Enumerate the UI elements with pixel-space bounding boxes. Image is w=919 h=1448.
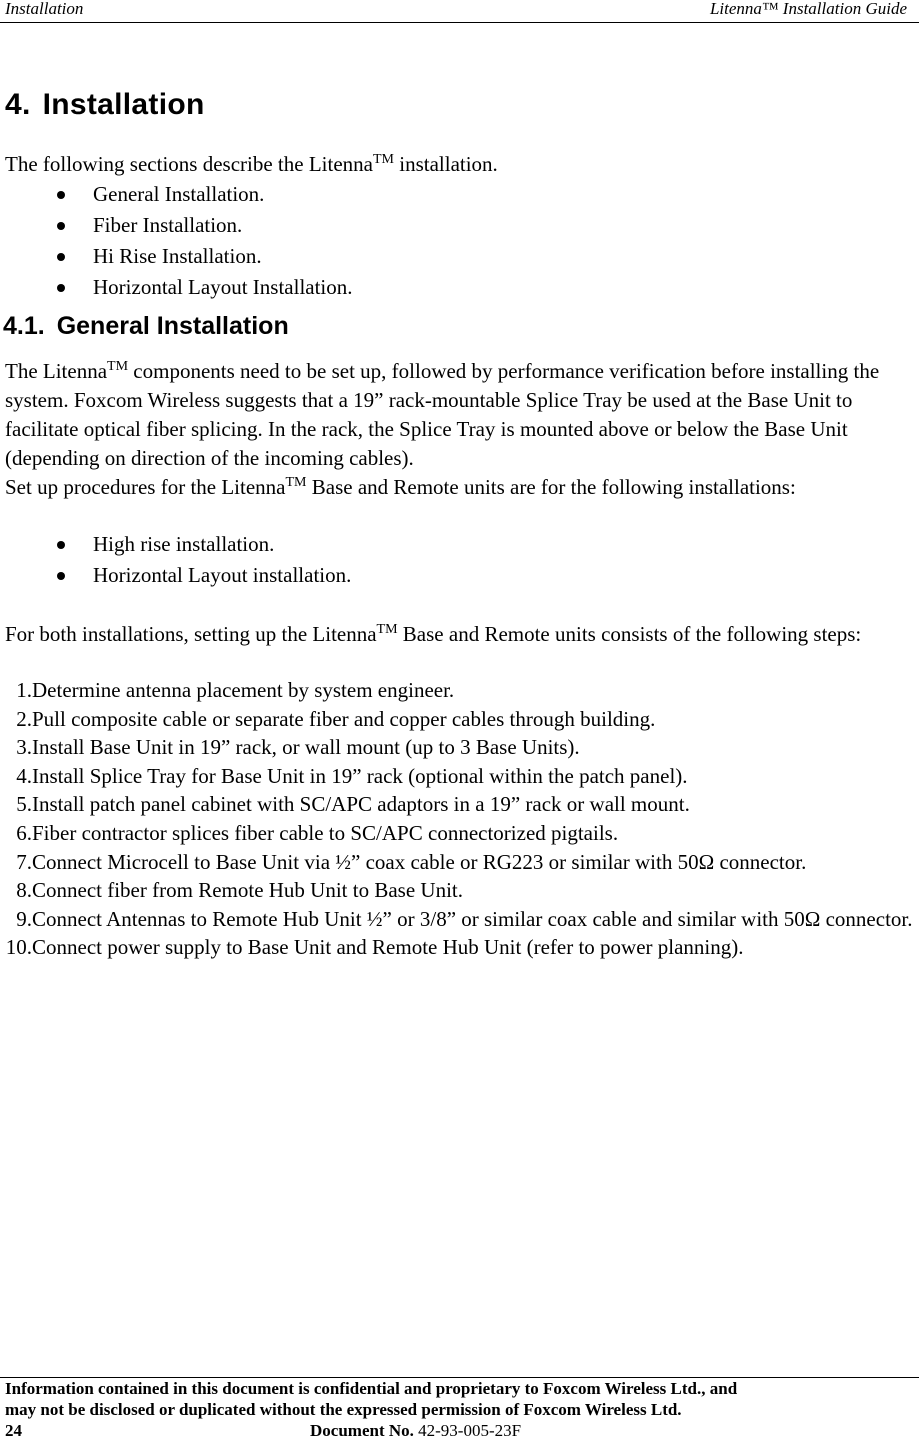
step-text: Connect fiber from Remote Hub Unit to Base Unit. xyxy=(32,878,464,903)
document-number-label: Document No. xyxy=(310,1421,414,1440)
step-number: 9. xyxy=(16,906,32,931)
bullet-icon xyxy=(57,253,65,261)
step-text: Connect power supply to Base Unit and Remote Hub Unit (refer to power planning). xyxy=(32,935,744,960)
step-item xyxy=(0,705,915,734)
trademark-sup: TM xyxy=(285,475,307,490)
installation-type-list xyxy=(0,530,351,592)
footer-page-row xyxy=(0,1420,919,1441)
step-number: 8. xyxy=(16,878,32,903)
page-number: 24 xyxy=(5,1421,22,1440)
step-item xyxy=(0,876,915,905)
step-number: 2. xyxy=(16,706,32,731)
list-item-text: Hi Rise Installation. xyxy=(93,244,262,268)
step-number: 5. xyxy=(16,792,32,817)
intro-text-end: installation. xyxy=(393,152,498,176)
step-item xyxy=(0,790,915,819)
bullet-icon xyxy=(57,191,65,199)
subsection-number: 4.1. xyxy=(3,312,45,340)
page-header xyxy=(0,0,919,23)
section-number: 4. xyxy=(5,88,31,121)
section-title: Installation xyxy=(42,88,205,121)
list-item xyxy=(0,180,353,211)
paragraph-text: Set up procedures for the Litenna xyxy=(5,475,286,499)
step-number: 3. xyxy=(16,735,32,760)
list-item xyxy=(0,530,351,561)
paragraph-text: Base and Remote units are for the following installations: xyxy=(306,475,796,499)
footer-permission-line: may not be disclosed or duplicated without the expressed permission of Foxcom Wireless Ltd. xyxy=(5,1400,682,1419)
document-number-value: 42-93-005-23F xyxy=(418,1421,522,1440)
intro-paragraph xyxy=(5,150,910,179)
list-item-text: General Installation. xyxy=(93,182,265,206)
step-number: 10. xyxy=(5,935,32,960)
step-number: 7. xyxy=(16,849,32,874)
step-text: Connect Antennas to Remote Hub Unit ½” or 3/8” or similar coax cable and similar with 50Ω connector. xyxy=(32,906,913,931)
step-text: Connect Microcell to Base Unit via ½” coax cable or RG223 or similar with 50Ω connector. xyxy=(32,849,807,874)
header-right: Litenna™ Installation Guide xyxy=(709,0,907,18)
paragraph-text: For both installations, setting up the Litenna xyxy=(5,622,377,646)
paragraph-components xyxy=(5,357,910,502)
trademark-sup: TM xyxy=(372,152,394,167)
step-text: Pull composite cable or separate fiber and copper cables through building. xyxy=(32,706,656,731)
step-number: 1. xyxy=(16,678,32,702)
step-text: Install patch panel cabinet with SC/APC adaptors in a 19” rack or wall mount. xyxy=(32,792,690,817)
step-item xyxy=(0,676,915,705)
step-item xyxy=(0,933,915,962)
setup-steps-list xyxy=(0,676,915,962)
step-text: Install Splice Tray for Base Unit in 19” rack (optional within the patch panel). xyxy=(32,763,688,788)
step-text: Determine antenna placement by system engineer. xyxy=(32,678,455,702)
step-item xyxy=(0,819,915,848)
list-item-text: Horizontal Layout installation. xyxy=(93,563,352,587)
bullet-icon xyxy=(57,572,65,580)
trademark-sup: TM xyxy=(107,359,129,374)
paragraph-text: components need to be set up, followed by performance verification before installing the system. Foxcom Wireless suggests that a 19” rack-mountable Splice Tray be used at the Base Unit to facilitate optical fiber splicing. In the rack, the Splice Tray is mounted above or below the Base Unit (depending on direction of the incoming cables). xyxy=(5,359,880,470)
step-text: Fiber contractor splices fiber cable to SC/APC connectorized pigtails. xyxy=(32,820,619,845)
step-item xyxy=(0,762,915,791)
trademark-sup: TM xyxy=(376,622,398,637)
paragraph-text: The Litenna xyxy=(5,359,108,383)
page-footer xyxy=(0,1377,919,1441)
list-item xyxy=(0,242,353,273)
subsection-heading xyxy=(3,312,289,341)
list-item xyxy=(0,273,353,304)
step-item xyxy=(0,848,915,877)
step-item xyxy=(0,733,915,762)
step-item xyxy=(0,905,915,934)
step-text: Install Base Unit in 19” rack, or wall mount (up to 3 Base Units). xyxy=(32,735,580,760)
step-number: 4. xyxy=(16,763,32,788)
subsection-title: General Installation xyxy=(56,312,289,340)
step-number: 6. xyxy=(16,820,32,845)
list-item-text: High rise installation. xyxy=(93,532,275,556)
list-item-text: Fiber Installation. xyxy=(93,213,243,237)
section-heading xyxy=(5,88,205,122)
list-item xyxy=(0,211,353,242)
list-item-text: Horizontal Layout Installation. xyxy=(93,275,353,299)
footer-confidential-line: Information contained in this document is confidential and proprietary to Foxcom Wireless Ltd., and xyxy=(5,1379,738,1398)
bullet-icon xyxy=(57,284,65,292)
header-left: Installation xyxy=(5,0,84,18)
section-bullet-list xyxy=(0,180,353,304)
intro-text: The following sections describe the Litenna xyxy=(5,152,373,176)
paragraph-text: Base and Remote units consists of the following steps: xyxy=(397,622,862,646)
paragraph-steps-intro xyxy=(5,620,910,649)
bullet-icon xyxy=(57,541,65,549)
list-item xyxy=(0,561,351,592)
bullet-icon xyxy=(57,222,65,230)
document-number xyxy=(310,1420,521,1441)
